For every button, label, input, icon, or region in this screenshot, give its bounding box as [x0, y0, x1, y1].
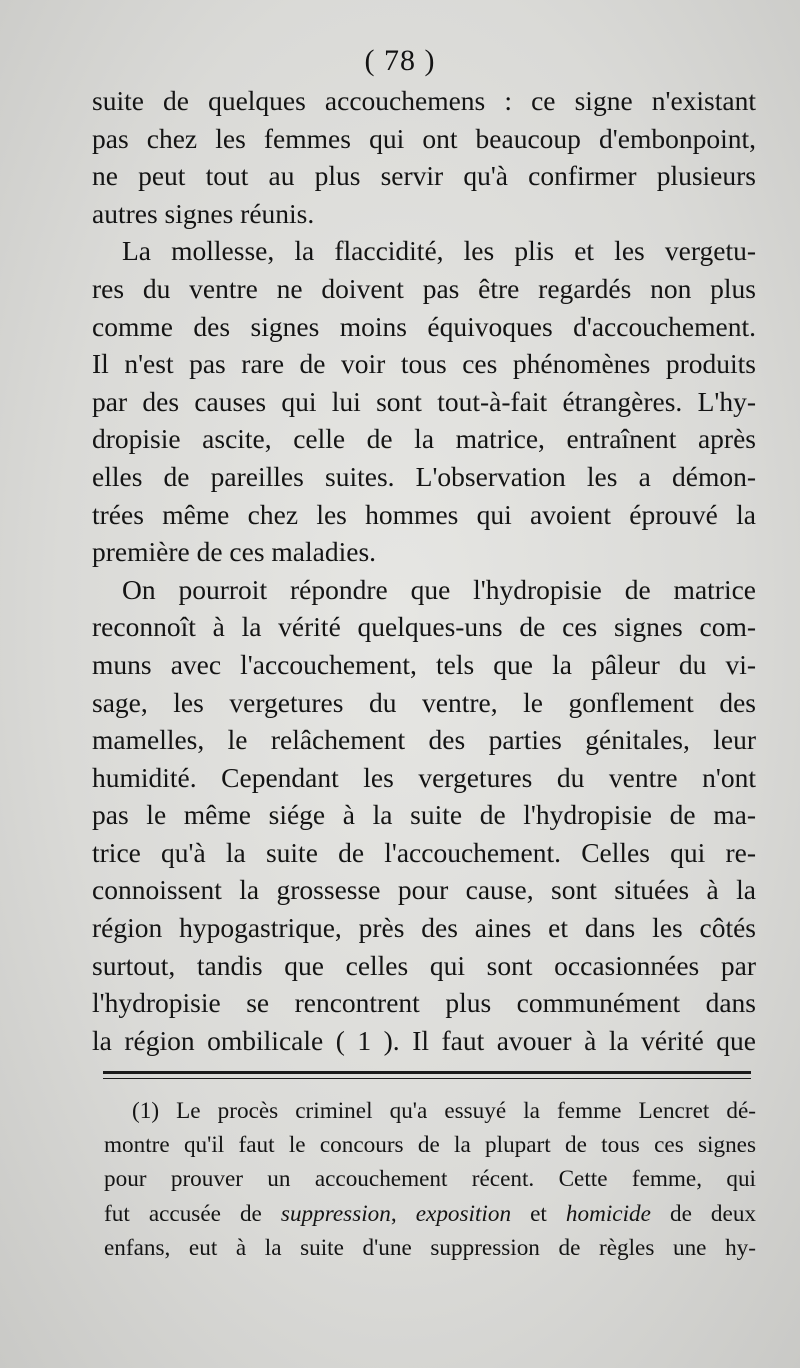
footnote-text: de deux [650, 1200, 757, 1227]
text-line: reconnoît à la vérité quelques-uns de ces signes com- [92, 611, 756, 643]
footnote [104, 1094, 756, 1265]
footnote-italic-term: suppression [280, 1200, 391, 1227]
text-line: muns avec l'accouchement, tels que la pâleur du vi- [92, 648, 756, 680]
text-line: connoissent la grossesse pour cause, sont situées à la [92, 874, 756, 906]
text-line: Il n'est pas rare de voir tous ces phénomènes produits [92, 348, 756, 380]
footnote-italic-term: exposition [415, 1200, 512, 1227]
footnote-text: fut accusée de [104, 1200, 281, 1227]
text-line: comme des signes moins équivoques d'accouchement. [92, 310, 756, 342]
text-line: surtout, tandis que celles qui sont occasionnées par [92, 949, 756, 981]
text-line: sage, les vergetures du ventre, le gonflement des [92, 686, 756, 718]
text-line: autres signes réunis. [92, 197, 315, 229]
footnote-line: pour prouver un accouchement récent. Cette femme, qui [104, 1166, 756, 1193]
footnote-line: (1) Le procès criminel qu'a essuyé la femme Lencret dé- [132, 1098, 756, 1124]
footnote-line: montre qu'il faut le concours de la plupart de tous ces signes [104, 1132, 756, 1159]
text-line: res du ventre ne doivent pas être regardés non plus [92, 272, 756, 304]
footnote-italic-term: homicide [565, 1200, 651, 1227]
text-line: pas le même siége à la suite de l'hydropisie de ma- [92, 799, 756, 831]
footnote-rule [103, 1071, 751, 1074]
text-line: On pourroit répondre que l'hydropisie de matrice [122, 573, 756, 605]
footnote-line: enfans, eut à la suite d'une suppression de règles une hy- [104, 1234, 756, 1261]
text-line: première de ces maladies. [92, 536, 377, 568]
text-line: suite de quelques accouchemens : ce signe n'existant [92, 85, 756, 116]
text-line: la région ombilicale ( 1 ). Il faut avouer à la vérité que [92, 1024, 756, 1056]
page-number: ( 78 ) [364, 44, 436, 77]
footnote-line [104, 1197, 756, 1231]
text-line: La mollesse, la flaccidité, les plis et les vergetu- [122, 235, 756, 267]
text-line: région hypogastrique, près des aines et dans les côtés [92, 912, 756, 944]
footnote-text: et [511, 1200, 566, 1227]
footnote-text: , [390, 1200, 416, 1227]
footnote-rule-thin [103, 1078, 751, 1079]
main-text [92, 82, 756, 1059]
text-line: trice qu'à la suite de l'accouchement. Celles qui re- [92, 836, 756, 868]
text-line: dropisie ascite, celle de la matrice, entraînent après [92, 423, 756, 455]
text-line: l'hydropisie se rencontrent plus communément dans [92, 987, 756, 1019]
text-line: pas chez les femmes qui ont beaucoup d'embonpoint, [92, 122, 756, 154]
text-line: trées même chez les hommes qui avoient éprouvé la [92, 498, 756, 530]
text-line: par des causes qui lui sont tout-à-fait étrangères. L'hy- [92, 385, 756, 417]
text-line: humidité. Cependant les vergetures du ventre n'ont [92, 761, 756, 793]
text-line: elles de pareilles suites. L'observation les a démon- [92, 460, 756, 492]
text-line: mamelles, le relâchement des parties génitales, leur [92, 724, 756, 756]
text-line: ne peut tout au plus servir qu'à confirmer plusieurs [92, 160, 756, 192]
